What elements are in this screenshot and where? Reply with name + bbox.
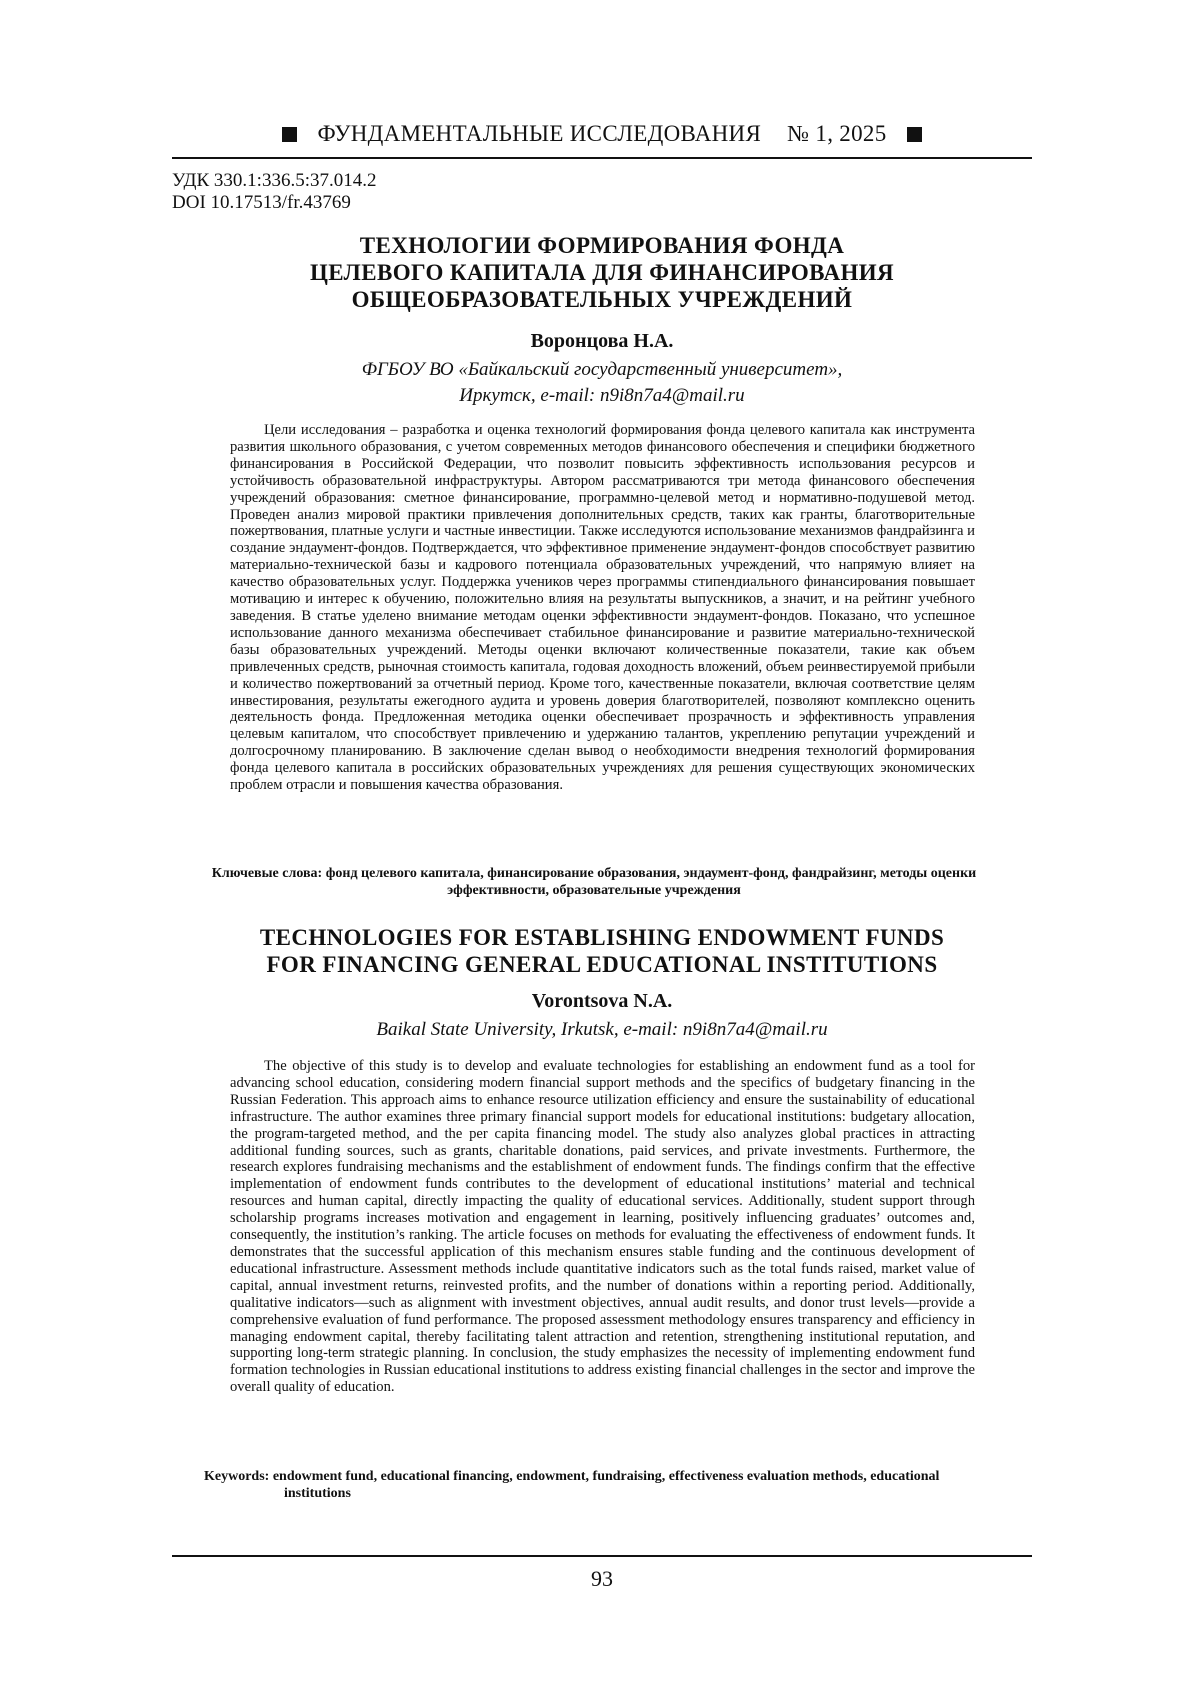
ru-keywords: Ключевые слова: фонд целевого капитала, финансирование образования, эндаумент-фонд, фандрайзинг, методы оценки эффективности, образовательные учреждения [211, 866, 977, 898]
ru-title-line: ЦЕЛЕВОГО КАПИТАЛА ДЛЯ ФИНАНСИРОВАНИЯ [309, 260, 895, 285]
ru-abstract: Цели исследования – разработка и оценка технологий формирования фонда целевого капитала как инструмента развития школьного образования, с учетом современных методов финансового обеспечения и специфики бюджетного финансирования в Российской Федерации, что позволит повысить эффективность использования ресурсов и устойчивость образовательной инфраструктуры. Автором рассматриваются три метода финансового обеспечения учреждений образования: сметное финансирование, программно-целевой метод и нормативно-подушевой метод. Проведен анализ мировой практики привлечения дополнительных средств, таких как гранты, благотворительные пожертвования, платные услуги и частные инвестиции. Также исследуются использование механизмов фандрайзинга и создание эндаумент-фондов. Подтверждается, что эффективное применение эндаумент-фондов способствует развитию материально-технической базы и кадрового потенциала образовательных учреждений, что напрямую влияет на качество образовательных услуг. Поддержка учеников через программы стипендиального финансирования повышает мотивацию и интерес к обучению, положительно влияя на результаты выпускников, а значит, и на рейтинг учебного заведения. В статье уделено внимание методам оценки эффективности эндаумент-фондов. Показано, что успешное использование данного механизма обеспечивает стабильное финансирование и развитие материально-технической базы образовательных учреждений. Методы оценки включают количественные показатели, такие как объем привлеченных средств, рыночная стоимость капитала, годовая доходность вложений, объем реинвестируемой прибыли и количество пожертвований за отчетный период. Кроме того, качественные показатели, включая соответствие целям инвестирования, результаты ежегодного аудита и уровень доверия благотворителей, позволяют комплексно оценить деятельность фонда. Предложенная методика оценки обеспечивает прозрачность и эффективность управления целевым капиталом, что способствует привлечению и удержанию талантов, укреплению репутации учреждений и долгосрочному планированию. В заключение сделан вывод о необходимости внедрения технологий формирования фонда целевого капитала в российских образовательных учреждениях для решения существующих экономических проблем отрасли и повышения качества образования. [230, 422, 975, 794]
en-title-line: TECHNOLOGIES FOR ESTABLISHING ENDOWMENT FUNDS [259, 925, 945, 950]
ru-title-line: ТЕХНОЛОГИИ ФОРМИРОВАНИЯ ФОНДА [359, 233, 845, 258]
ru-affiliation-line: ФГБОУ ВО «Байкальский государственный университет», [361, 359, 843, 380]
en-title-line: FOR FINANCING GENERAL EDUCATIONAL INSTITUTIONS [266, 952, 938, 977]
running-header [172, 114, 1032, 154]
header-square-icon [907, 127, 922, 142]
ru-affiliation [172, 357, 1032, 409]
ru-affiliation-line: Иркутск, e-mail: n9i8n7a4@mail.ru [459, 385, 745, 406]
article-meta [172, 170, 376, 214]
en-title [172, 924, 1032, 978]
ru-title-line: ОБЩЕОБРАЗОВАТЕЛЬНЫХ УЧРЕЖДЕНИЙ [351, 287, 853, 312]
page-number: 93 [591, 1566, 613, 1591]
doi: DOI 10.17513/fr.43769 [172, 192, 351, 213]
ru-author: Воронцова Н.А. [530, 330, 674, 352]
en-abstract: The objective of this study is to develop and evaluate technologies for establishing an endowment fund as a tool for advancing school education, considering modern financial support methods and the specifics of budgetary financing in the Russian Federation. This approach aims to enhance resource utilization efficiency and ensure the sustainability of educational infrastructure. The author examines three primary financial support models for educational institutions: budgetary allocation, the program-targeted method, and the per capita financing model. The study also analyzes global practices in attracting additional funding sources, such as grants, charitable donations, paid services, and private investments. Furthermore, the research explores fundraising mechanisms and the establishment of endowment funds. The findings confirm that the effective implementation of endowment funds contributes to the development of educational institutions’ material and technical resources and human capital, directly impacting the quality of educational services. Additionally, student support through scholarship programs increases motivation and engagement in learning, positively influencing graduates’ outcomes and, consequently, the institution’s ranking. The article focuses on methods for evaluating the effectiveness of endowment funds. It demonstrates that the successful application of this mechanism ensures stable funding and the continuous development of educational infrastructure. Assessment methods include quantitative indicators such as the total funds raised, market value of capital, annual investment returns, reinvested profits, and the number of donations within a reporting period. Additionally, qualitative indicators—such as alignment with investment objectives, annual audit results, and donor trust levels—provide a comprehensive evaluation of fund performance. The proposed assessment methodology ensures transparency and efficiency in managing endowment capital, thereby facilitating talent attraction and retention, strengthening institutional reputation, and supporting long-term strategic planning. In conclusion, the study emphasizes the necessity of implementing endowment fund formation technologies in Russian educational institutions to address existing financial challenges in the sector and improve the overall quality of education. [230, 1058, 975, 1396]
udk-code: УДК 330.1:336.5:37.014.2 [172, 170, 377, 191]
en-affiliation: Baikal State University, Irkutsk, e-mail: n9i8n7a4@mail.ru [376, 1019, 828, 1040]
en-keywords: Keywords: endowment fund, educational financing, endowment, fundraising, effectiveness evaluation methods, educational institutions [204, 1469, 940, 1501]
issue-number: № 1, 2025 [787, 121, 887, 146]
header-rule [172, 157, 1032, 159]
journal-name: ФУНДАМЕНТАЛЬНЫЕ ИССЛЕДОВАНИЯ [317, 121, 762, 146]
en-author: Vorontsova N.A. [531, 990, 673, 1012]
header-square-icon [282, 127, 297, 142]
ru-title [172, 232, 1032, 313]
footer-rule [172, 1555, 1032, 1557]
